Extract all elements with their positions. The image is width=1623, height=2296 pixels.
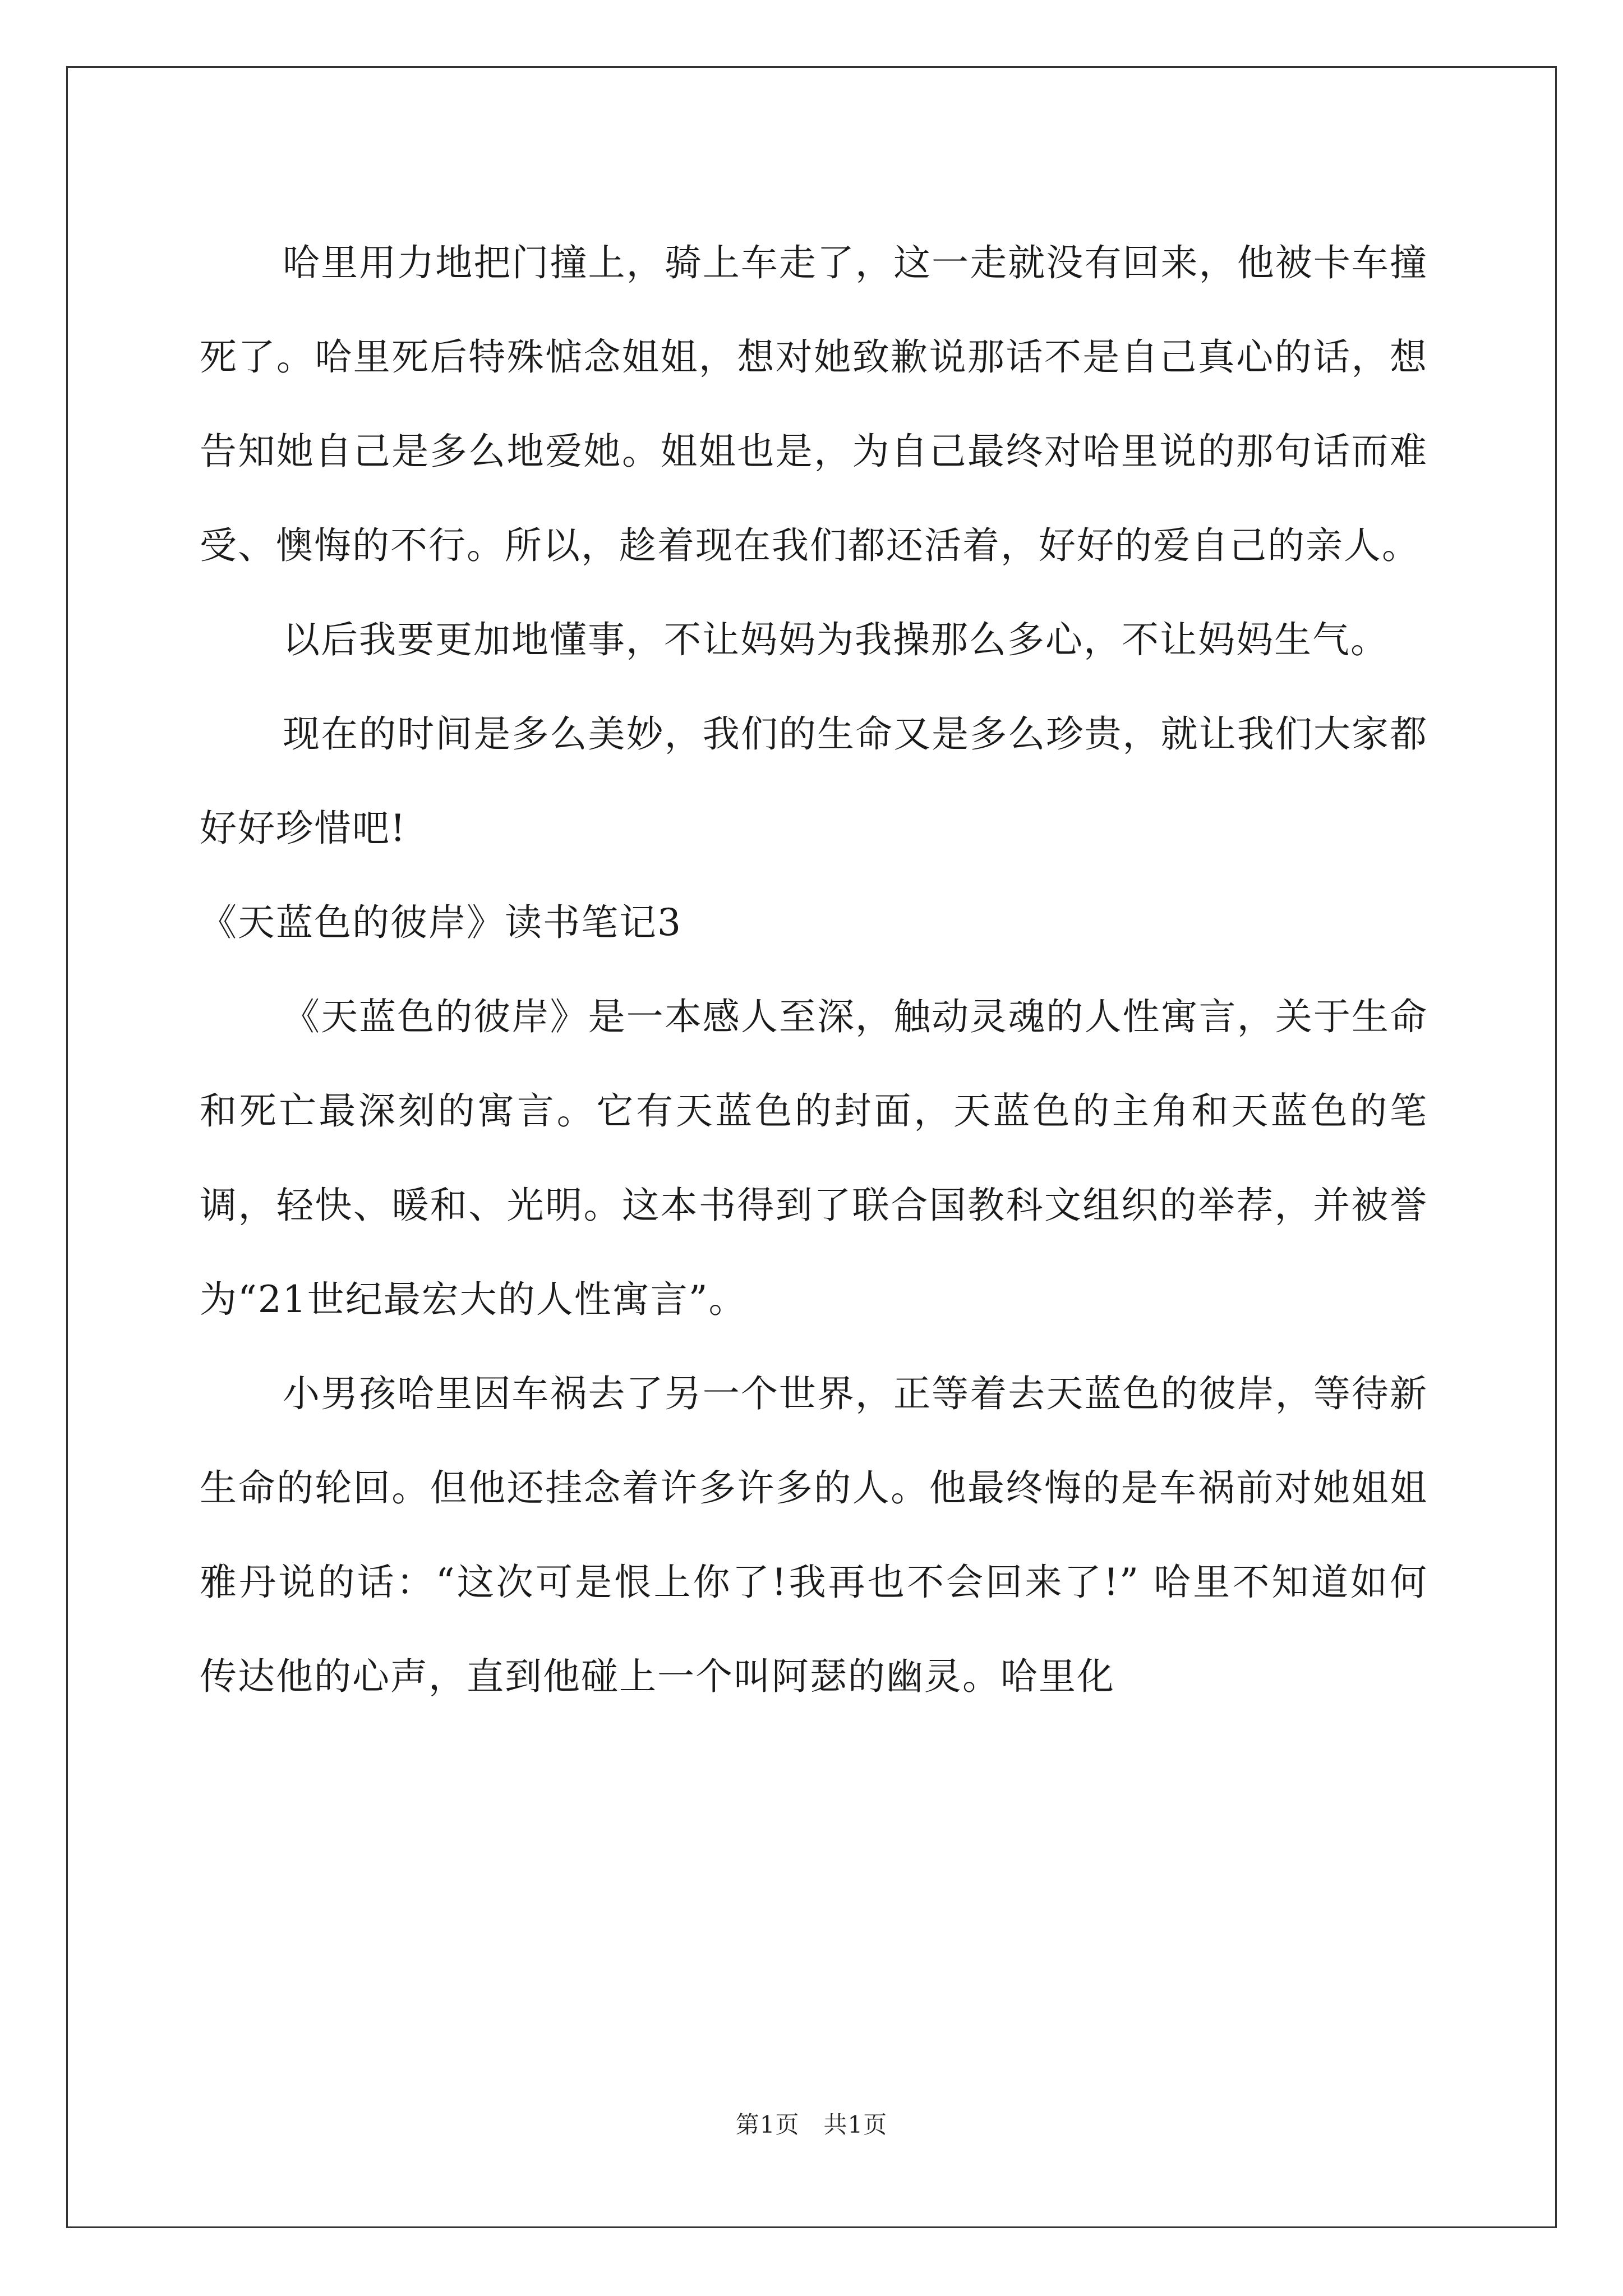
- paragraph: 以后我要更加地懂事，不让妈妈为我操那么多心，不让妈妈生气。: [283, 618, 1389, 661]
- paragraph: 哈里用力地把门撞上，骑上车走了，这一走就没有回来，他被卡车撞死了。哈里死后特殊惦念姐姐，想对她致歉说那话不是自己真心的话，想告知她自己是多么地爱她。姐姐也是，为自己最终对哈里说的那句话而难受、懊悔的不行。所以，趁着现在我们都还活着，好好的爱自己的亲人。: [200, 241, 1428, 567]
- paragraph: 现在的时间是多么美妙，我们的生命又是多么珍贵，就让我们大家都好好珍惜吧!: [200, 712, 1428, 850]
- paragraph: 小男孩哈里因车祸去了另一个世界，正等着去天蓝色的彼岸，等待新生命的轮回。但他还挂念着许多许多的人。他最终悔的是车祸前对她姐姐雅丹说的话：“这次可是恨上你了!我再也不会回来了!” 哈里不知道如何传达他的心声，直到他碰上一个叫阿瑟的幽灵。哈里化: [200, 1372, 1428, 1698]
- document-body: [200, 216, 1428, 1724]
- paragraph: 《天蓝色的彼岸》是一本感人至深，触动灵魂的人性寓言，关于生命和死亡最深刻的寓言。它有天蓝色的封面，天蓝色的主角和天蓝色的笔调，轻快、暖和、光明。这本书得到了联合国教科文组织的举荐，并被誉为“21世纪最宏大的人性寓言”。: [200, 995, 1428, 1321]
- section-heading: 《天蓝色的彼岸》读书笔记3: [200, 901, 682, 944]
- page-footer: 第1页 共1页: [735, 2111, 888, 2138]
